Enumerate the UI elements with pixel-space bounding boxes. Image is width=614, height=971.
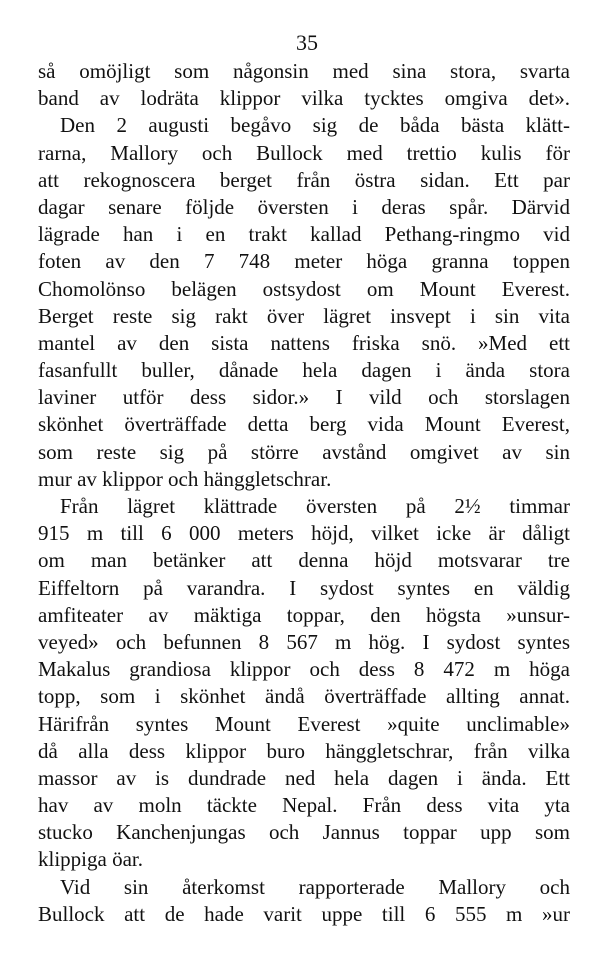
text-line: stucko Kanchenjungas och Jannus toppar upp som	[38, 820, 570, 845]
text-line: Makalus grandiosa klippor och dess 8 472 m höga	[38, 657, 570, 682]
text-line: klippiga öar.	[38, 847, 143, 872]
text-line: foten av den 7 748 meter höga granna toppen	[38, 249, 570, 274]
text-line: Härifrån syntes Mount Everest »quite unclimable»	[38, 711, 570, 736]
text-line: då alla dess klippor buro hänggletschrar, från vilka	[38, 738, 570, 763]
text-line: dagar senare följde översten i deras spår. Därvid	[38, 194, 570, 219]
text-line: Bullock att de hade varit uppe till 6 555 m »ur	[38, 901, 570, 926]
text-line: band av lodräta klippor vilka tycktes omgiva det».	[38, 86, 570, 111]
text-line: laviner utför dess sidor.» I vild och storslagen	[38, 385, 570, 410]
text-line: mantel av den sista nattens friska snö. »Med ett	[38, 330, 570, 355]
text-line: veyed» och befunnen 8 567 m hög. I sydost syntes	[38, 629, 570, 654]
body-text	[38, 58, 570, 928]
text-line: Chomolönso belägen ostsydost om Mount Everest.	[38, 276, 570, 301]
text-line: Berget reste sig rakt över lägret insvept i sin vita	[38, 303, 570, 328]
text-line: massor av is dundrade ned hela dagen i ända. Ett	[38, 765, 570, 790]
text-line: Eiffeltorn på varandra. I sydost syntes en väldig	[38, 575, 570, 600]
text-line: som reste sig på större avstånd omgivet av sin	[38, 439, 570, 464]
text-line: hav av moln täckte Nepal. Från dess vita yta	[38, 793, 570, 818]
text-line: om man betänker att denna höjd motsvarar tre	[38, 548, 570, 573]
text-line: rarna, Mallory och Bullock med trettio kulis för	[38, 140, 570, 165]
text-line: Vid sin återkomst rapporterade Mallory och	[60, 874, 570, 899]
text-line: så omöjligt som någonsin med sina stora, svarta	[38, 59, 570, 83]
text-line: amfiteater av mäktiga toppar, den högsta »unsur-	[38, 602, 570, 627]
text-line: mur av klippor och hänggletschrar.	[38, 466, 332, 491]
text-line: lägrade han i en trakt kallad Pethang-ringmo vid	[38, 222, 570, 247]
page-number: 35	[296, 30, 318, 55]
text-line: fasanfullt buller, dånade hela dagen i ända stora	[38, 358, 570, 383]
text-line: topp, som i skönhet ändå överträffade allting annat.	[38, 684, 570, 709]
text-line: att rekognoscera berget från östra sidan. Ett par	[38, 167, 570, 192]
text-line: Från lägret klättrade översten på 2½ timmar	[60, 494, 570, 518]
text-line: Den 2 augusti begåvo sig de båda bästa klätt-	[60, 113, 570, 138]
text-line: skönhet överträffade detta berg vida Mount Everest,	[38, 412, 570, 437]
text-line: 915 m till 6 000 meters höjd, vilket icke är dåligt	[38, 521, 570, 546]
